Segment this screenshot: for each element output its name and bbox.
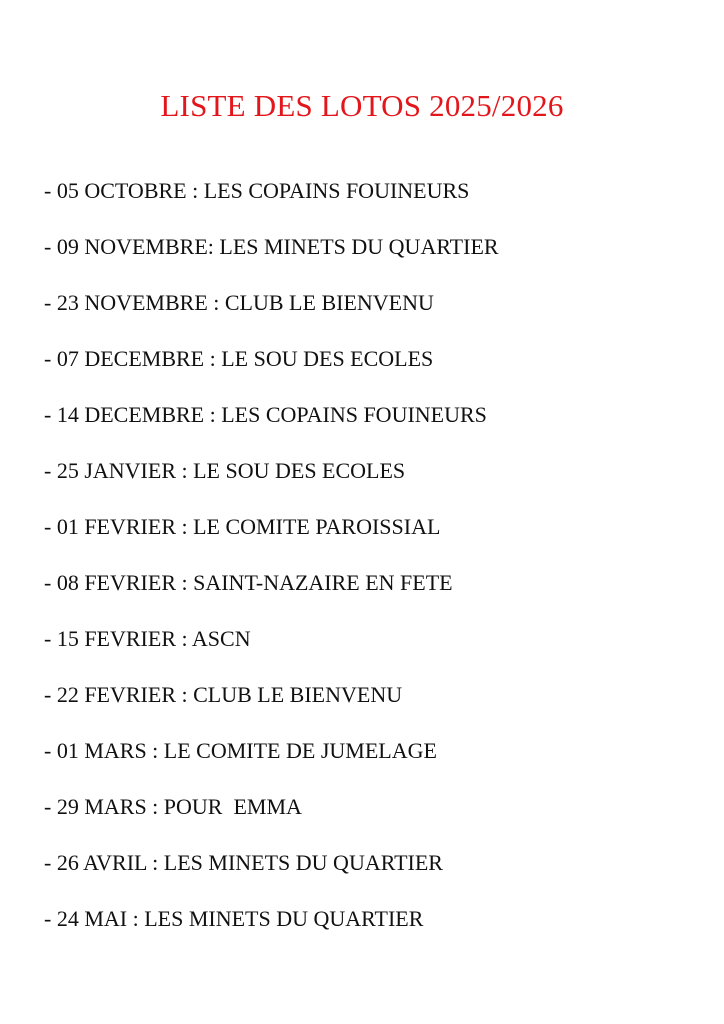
list-item: - 07 DECEMBRE : LE SOU DES ECOLES: [44, 346, 434, 371]
list-item: - 05 OCTOBRE : LES COPAINS FOUINEURS: [44, 178, 470, 203]
list-item: - 22 FEVRIER : CLUB LE BIENVENU: [44, 682, 403, 707]
list-item: - 24 MAI : LES MINETS DU QUARTIER: [44, 906, 424, 931]
list-item: - 01 FEVRIER : LE COMITE PAROISSIAL: [44, 514, 441, 539]
list-item: - 01 MARS : LE COMITE DE JUMELAGE: [44, 738, 437, 763]
list-item: - 23 NOVEMBRE : CLUB LE BIENVENU: [44, 290, 434, 315]
list-item: - 26 AVRIL : LES MINETS DU QUARTIER: [44, 850, 443, 875]
document-title: LISTE DES LOTOS 2025/2026: [160, 88, 564, 123]
list-item: - 29 MARS : POUR EMMA: [44, 794, 302, 819]
loto-list: [44, 175, 499, 959]
list-item: - 09 NOVEMBRE: LES MINETS DU QUARTIER: [44, 234, 499, 259]
list-item: - 08 FEVRIER : SAINT-NAZAIRE EN FETE: [44, 570, 453, 595]
list-item: - 14 DECEMBRE : LES COPAINS FOUINEURS: [44, 402, 487, 427]
list-item: - 15 FEVRIER : ASCN: [44, 626, 251, 651]
list-item: - 25 JANVIER : LE SOU DES ECOLES: [44, 458, 406, 483]
